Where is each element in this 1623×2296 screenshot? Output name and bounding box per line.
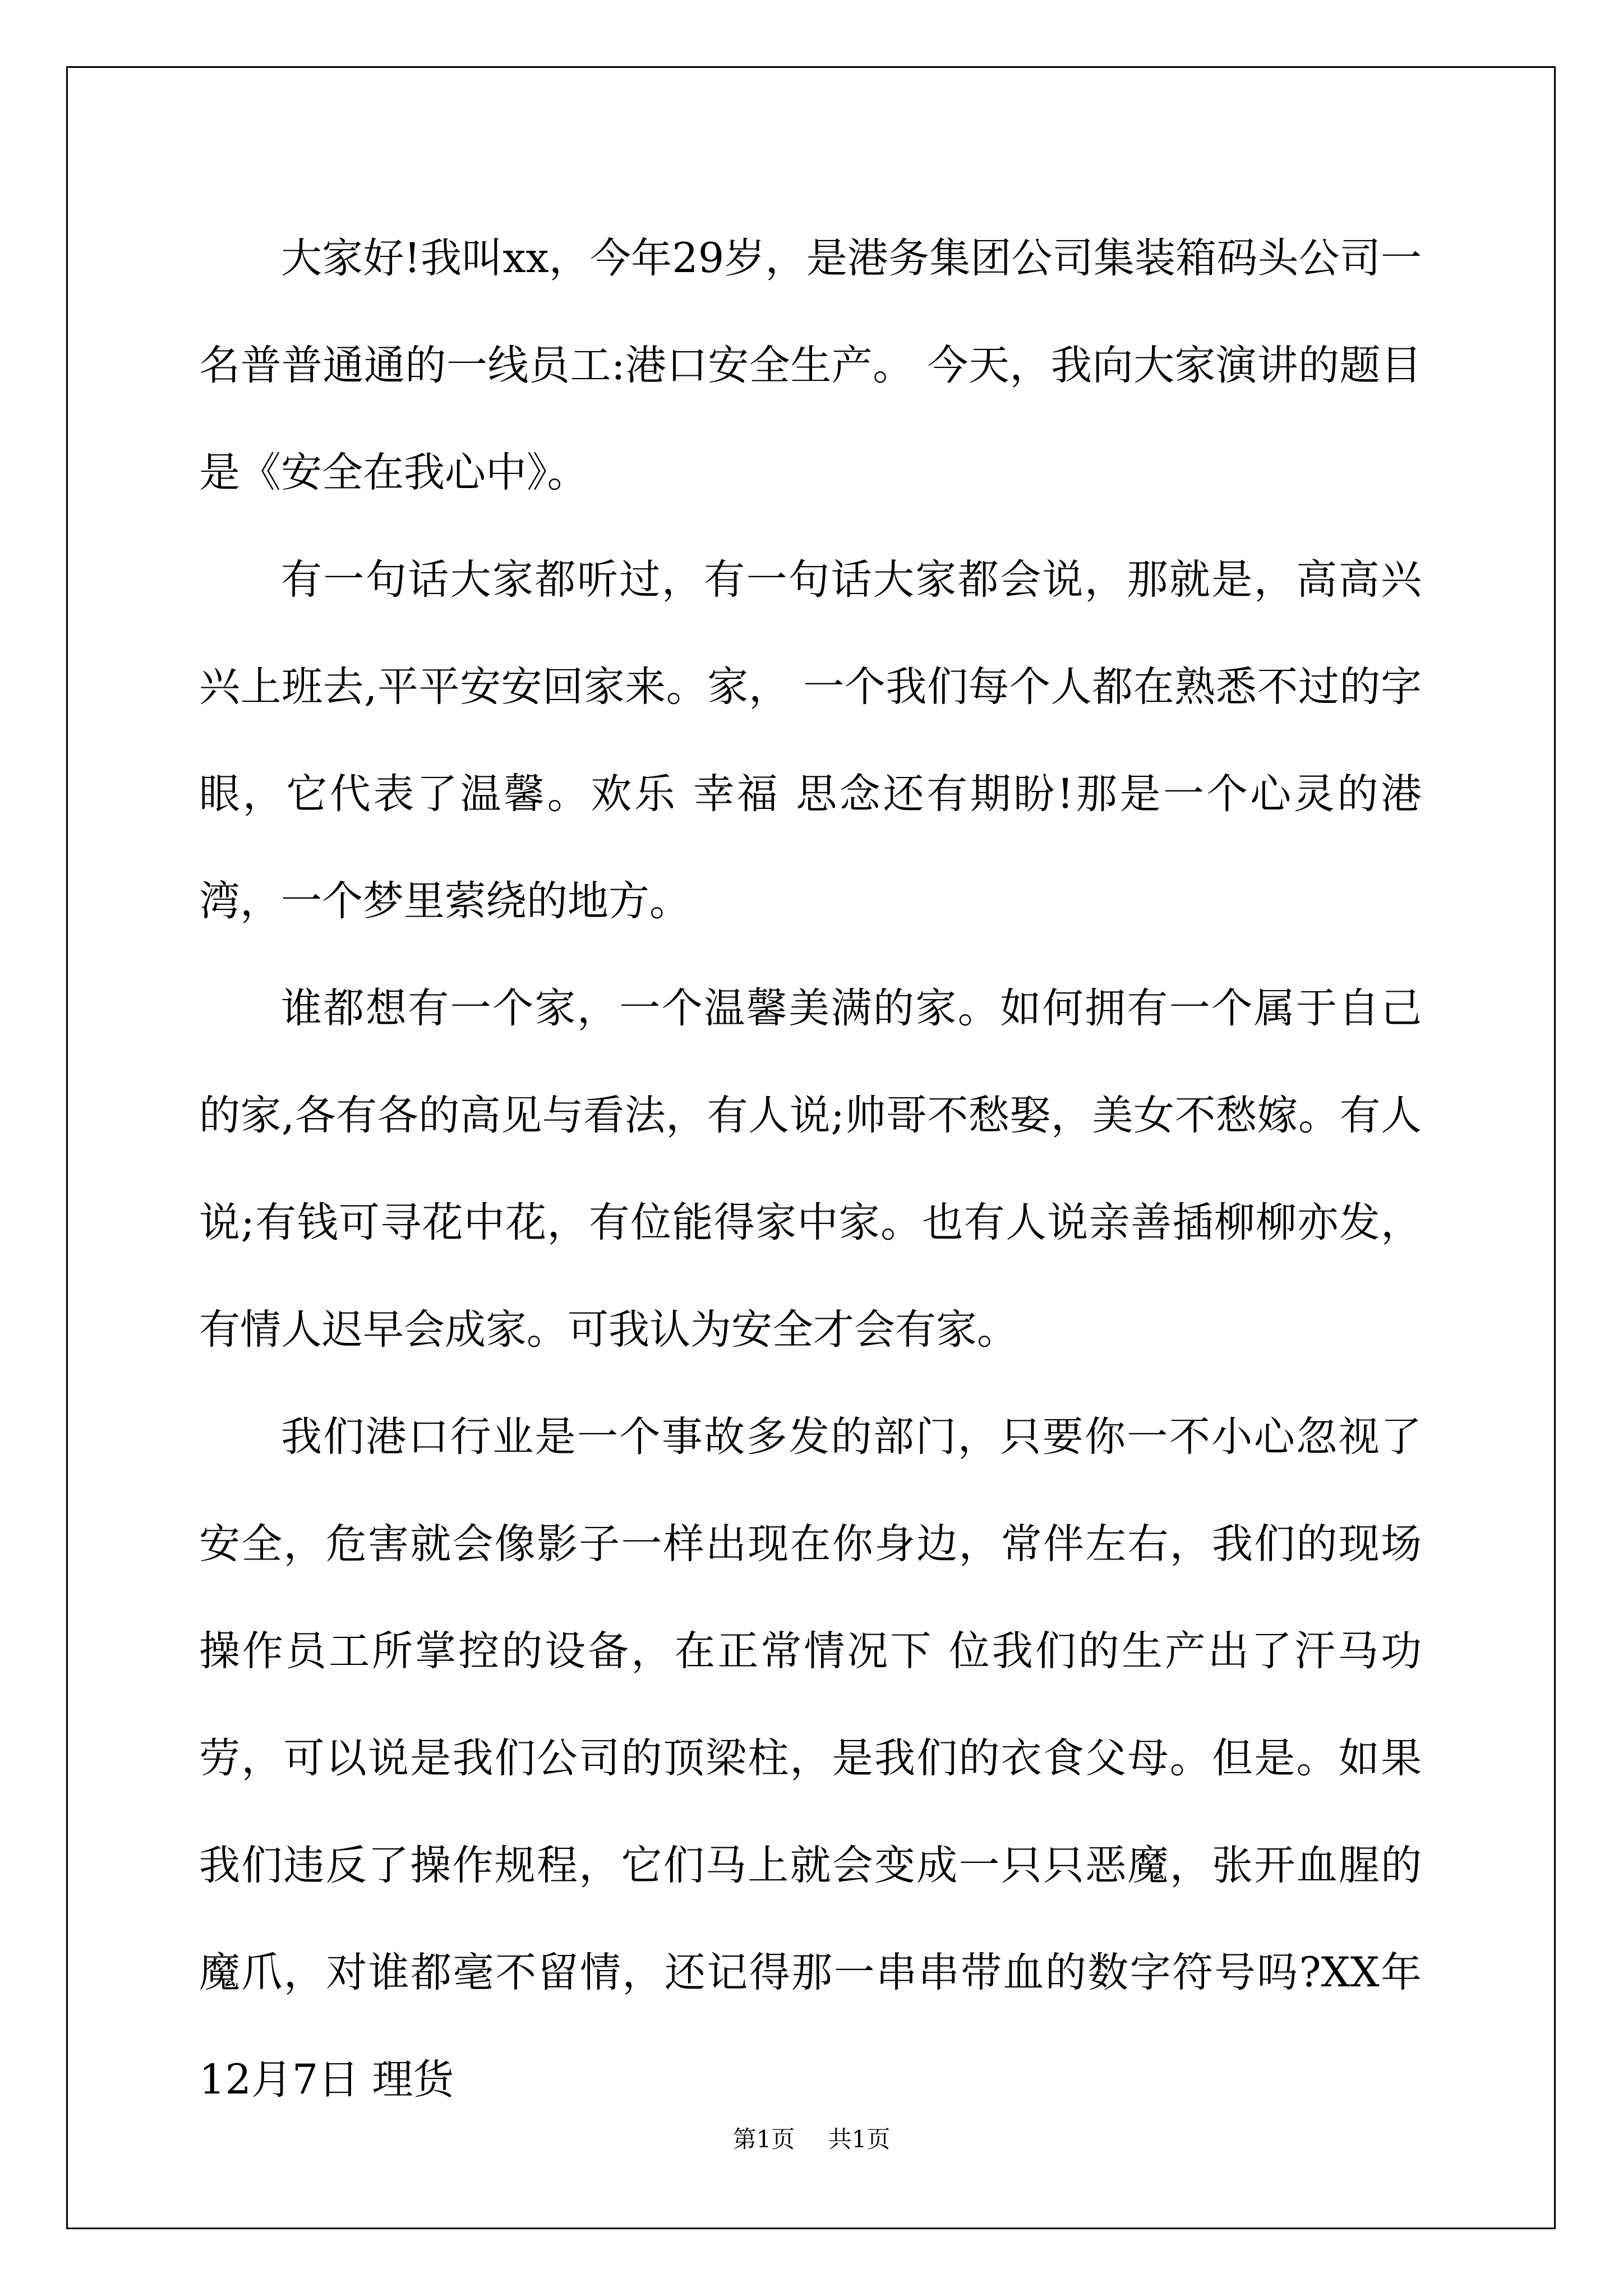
paragraph: 我们港口行业是一个事故多发的部门，只要你一不小心忽视了安全，危害就会像影子一样出现在你身边，常伴左右，我们的现场操作员工所掌控的设备，在正常情况下 位我们的生产出了汗马功劳，可以说是我们公司的顶梁柱，是我们的衣食父母。但是。如果我们违反了操作规程，它们马上就会变成一只只恶魔，张开血腥的魔爪，对谁都毫不留情，还记得那一串串带血的数字符号吗?XX年12月7日 理货 [199, 1413, 1422, 2104]
page-number: 第1页 [732, 2125, 795, 2153]
paragraph: 大家好!我叫xx，今年29岁，是港务集团公司集装箱码头公司一名普普通通的一线员工:港口安全生产。 今天，我向大家演讲的题目是《安全在我心中》。 [199, 234, 1422, 496]
page-footer [0, 2123, 1623, 2156]
page-total: 共1页 [828, 2125, 891, 2153]
paragraph: 谁都想有一个家，一个温馨美满的家。如何拥有一个属于自己的家,各有各的高见与看法，有人说;帅哥不愁娶，美女不愁嫁。有人说;有钱可寻花中花，有位能得家中家。也有人说亲善插柳柳亦发，有情人迟早会成家。可我认为安全才会有家。 [199, 984, 1422, 1354]
paragraph: 有一句话大家都听过，有一句话大家都会说，那就是，高高兴兴上班去,平平安安回家来。家， 一个我们每个人都在熟悉不过的字眼，它代表了温馨。欢乐 幸福 思念还有期盼!那是一个心灵的港湾，一个梦里萦绕的地方。 [199, 556, 1422, 925]
document-body [199, 205, 1422, 2133]
